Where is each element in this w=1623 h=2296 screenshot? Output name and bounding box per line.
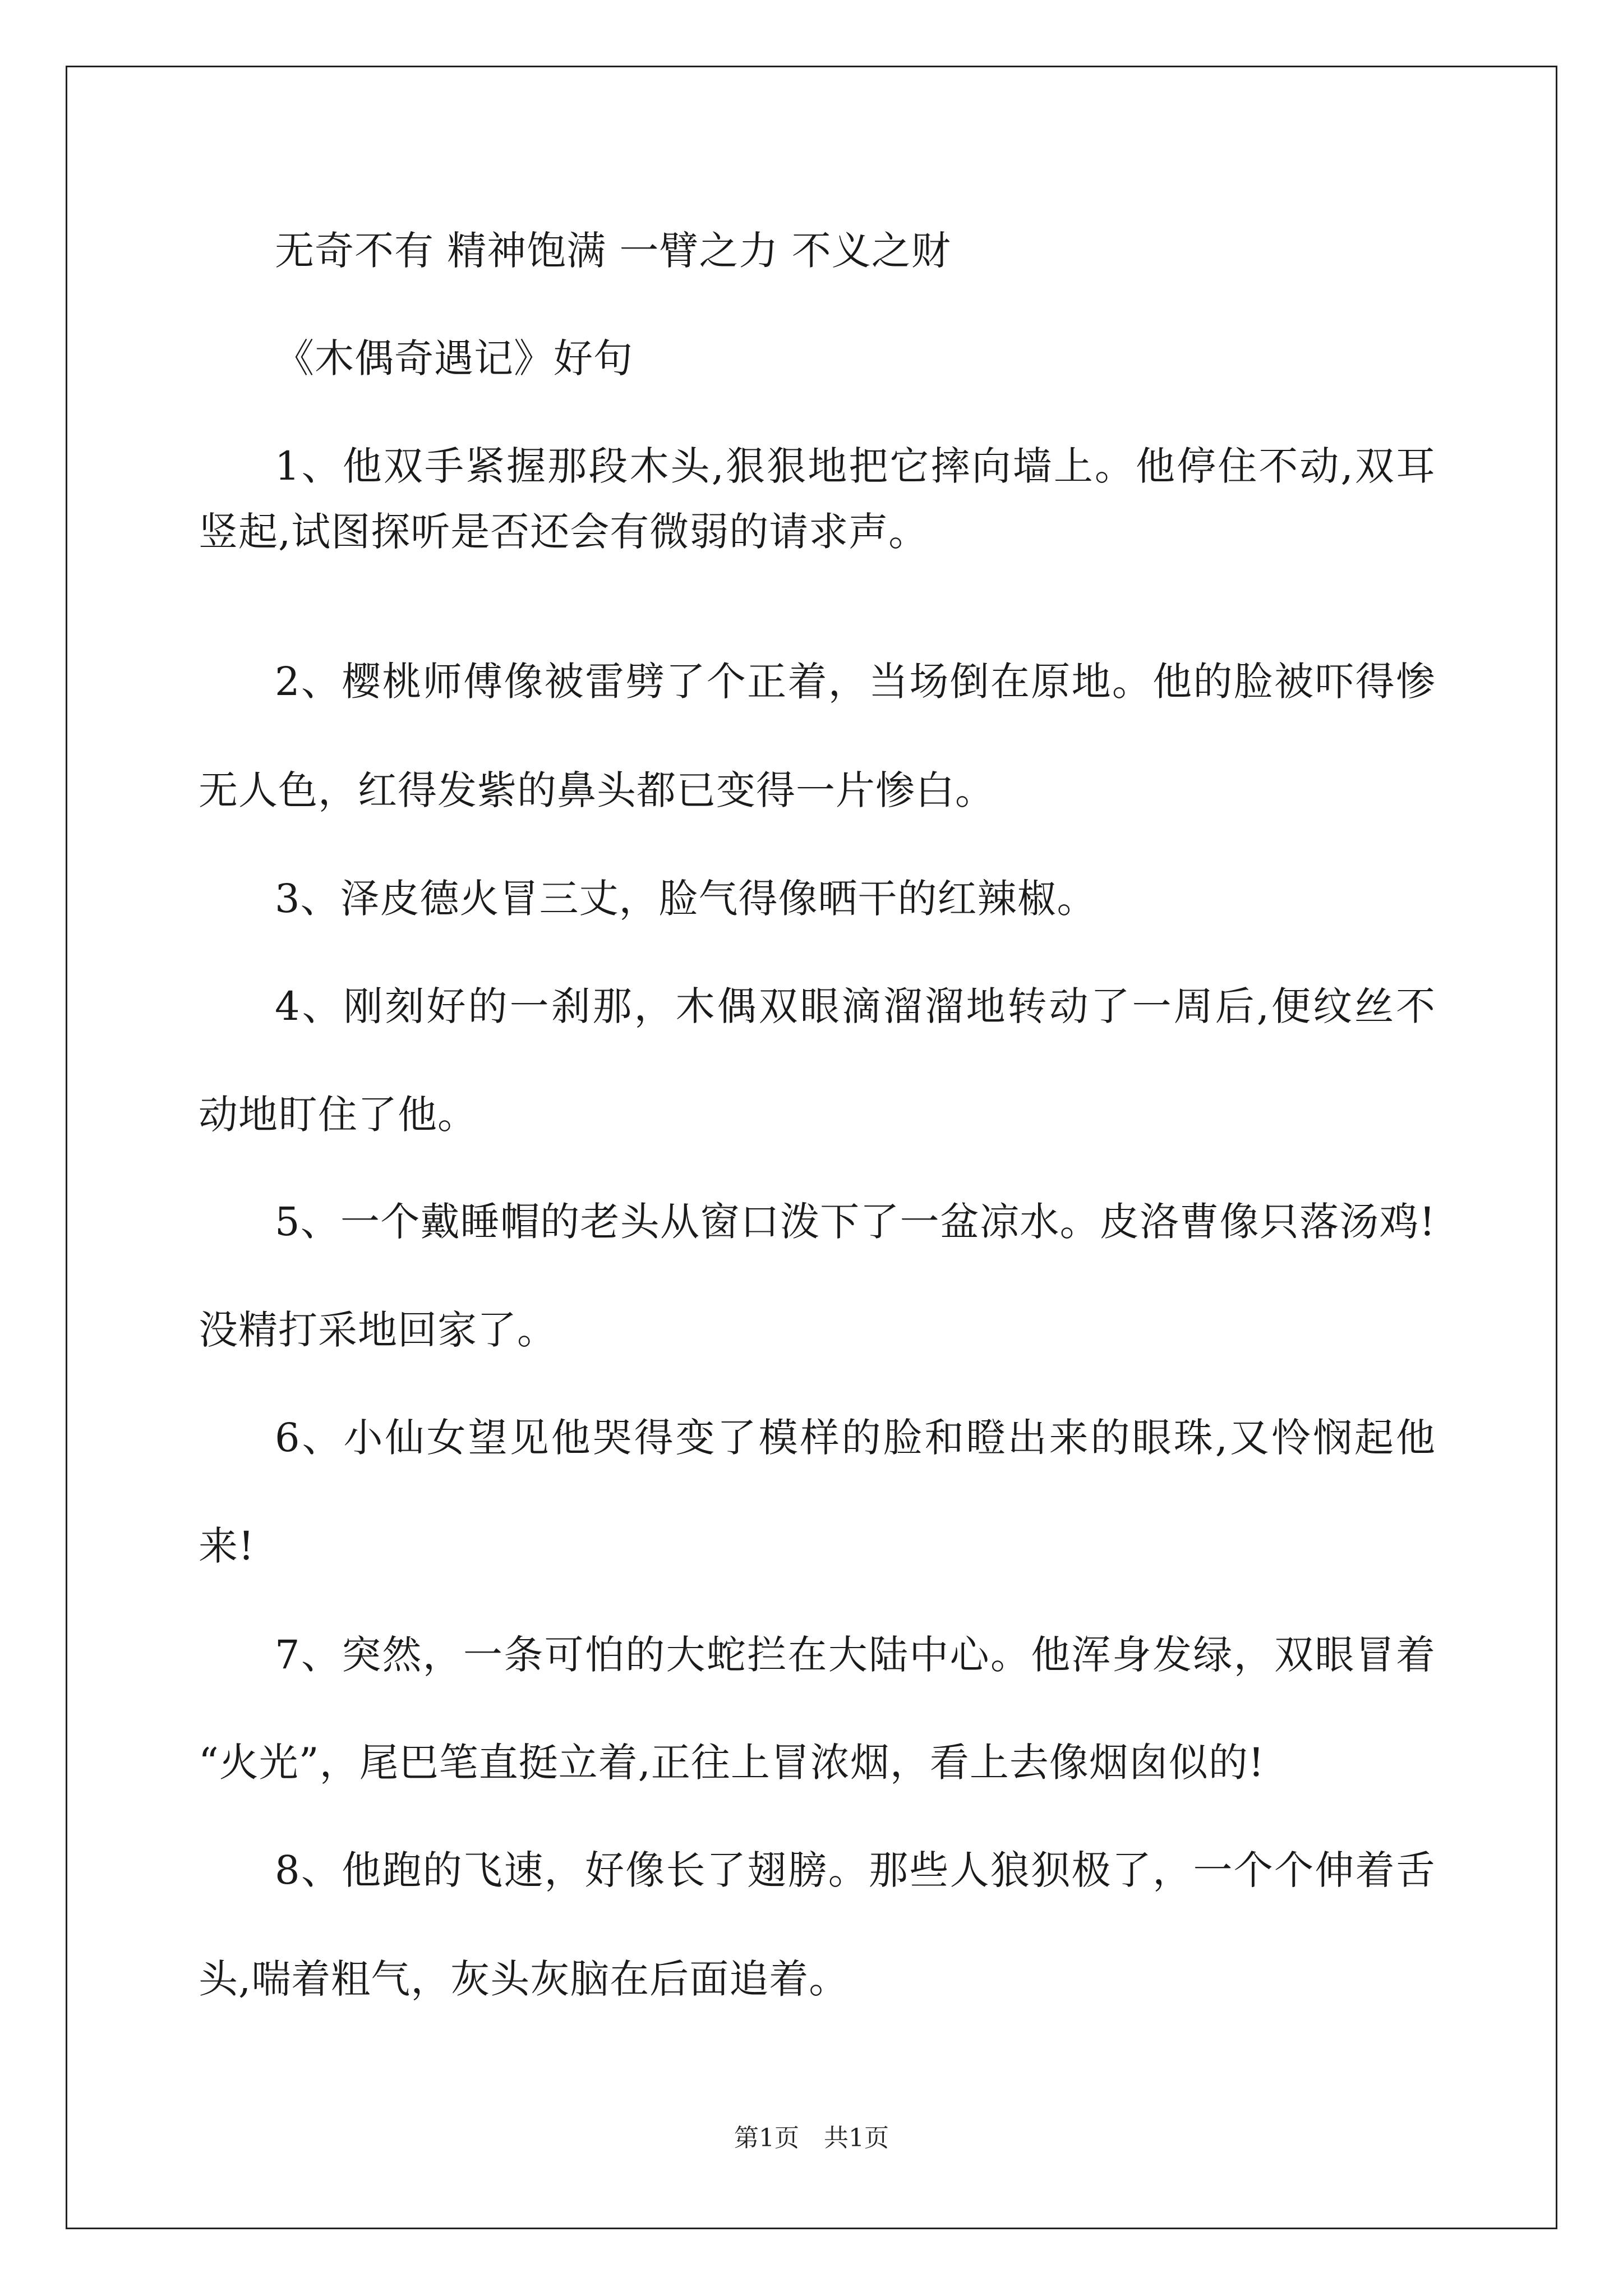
- page-number-footer: 第1页 共1页: [734, 2124, 889, 2152]
- item-8-line-1: 8、他跑的飞速，好像长了翅膀。那些人狼狈极了，一个个伸着舌: [275, 1847, 1436, 1893]
- item-8-line-2: 头,喘着粗气，灰头灰脑在后面追着。: [199, 1956, 849, 2002]
- item-5-line-1: 5、一个戴睡帽的老头从窗口泼下了一盆凉水。皮洛曹像只落汤鸡!: [275, 1199, 1436, 1245]
- page-border: [66, 66, 1557, 2229]
- item-5-line-2: 没精打采地回家了。: [199, 1307, 557, 1353]
- item-6-line-1: 6、小仙女望见他哭得变了模样的脸和瞪出来的眼珠,又怜悯起他: [275, 1415, 1436, 1461]
- item-7-line-2: “火光”，尾巴笔直挺立着,正往上冒浓烟，看上去像烟囱似的!: [199, 1740, 1265, 1786]
- item-2-line-1: 2、樱桃师傅像被雷劈了个正着，当场倒在原地。他的脸被吓得惨: [275, 659, 1436, 705]
- item-3-line-1: 3、泽皮德火冒三丈，脸气得像晒干的红辣椒。: [275, 876, 1097, 922]
- item-7-line-1: 7、突然，一条可怕的大蛇拦在大陆中心。他浑身发绿，双眼冒着: [275, 1632, 1436, 1678]
- item-1-line-1: 1、他双手紧握那段木头,狠狠地把它摔向墙上。他停住不动,双耳: [275, 443, 1436, 489]
- item-4-line-1: 4、刚刻好的一刹那，木偶双眼滴溜溜地转动了一周后,便纹丝不: [275, 983, 1436, 1029]
- item-6-line-2: 来!: [199, 1523, 255, 1569]
- header-line: 无奇不有 精神饱满 一臂之力 不义之财: [275, 228, 951, 274]
- item-4-line-2: 动地盯住了他。: [199, 1092, 477, 1138]
- section-title: 《木偶奇遇记》好句: [275, 335, 633, 381]
- item-1-line-2: 竖起,试图探听是否还会有微弱的请求声。: [199, 509, 929, 555]
- item-2-line-2: 无人色，红得发紫的鼻头都已变得一片惨白。: [199, 767, 995, 813]
